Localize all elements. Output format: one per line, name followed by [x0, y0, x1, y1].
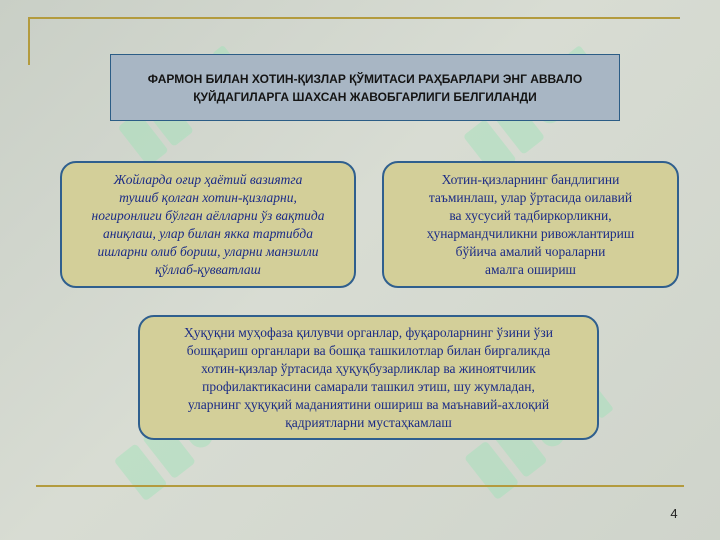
- responsibility-text-support: Жойларда оғир ҳаётий вазиятга тушиб қолган хотин-қизларни, ногиронлиги бўлган аёлларни ўз вақтида аниқлаш, улар билан якка тартибда ишларни олиб бориш, уларни манзилли қўллаб-қувватлаш: [91, 171, 325, 277]
- responsibility-box-crime-prevention: [138, 315, 599, 440]
- frame-left-line: [28, 17, 30, 65]
- responsibility-text-employment: Хотин-қизларнинг бандлигини таъминлаш, улар ўртасида оилавий ва хусусий тадбиркорликни, ҳунармандчиликни ривожлантириш бўйича амалий чораларни амалга ошириш: [426, 171, 635, 277]
- page-number: 4: [670, 506, 678, 521]
- frame-top-line: [28, 17, 680, 19]
- responsibility-box-employment: [382, 161, 679, 288]
- frame-bottom-line: [36, 485, 684, 487]
- slide-title-text: ФАРМОН БИЛАН ХОТИН-ҚИЗЛАР ҚЎМИТАСИ РАҲБАРЛАРИ ЭНГ АВВАЛО ҚУЙДАГИЛАРГА ШАХСАН ЖАВОБГАРЛИГИ БЕЛГИЛАНДИ: [147, 71, 583, 104]
- responsibility-box-support: [60, 161, 356, 288]
- responsibility-text-crime-prevention: Ҳуқуқни муҳофаза қилувчи органлар, фуқароларнинг ўзини ўзи бошқариш органлари ва бошқа ташкилотлар билан биргаликда хотин-қизлар ўртасида ҳуқуқбузарликлар ва жиноятчилик профилактикасини самарали ташкил этиш, шу жумладан, уларнинг ҳуқуқий маданиятини ошириш ва маънавий-ахлоқий қадриятларни мустаҳкамлаш: [184, 324, 553, 430]
- slide-title: [110, 54, 620, 121]
